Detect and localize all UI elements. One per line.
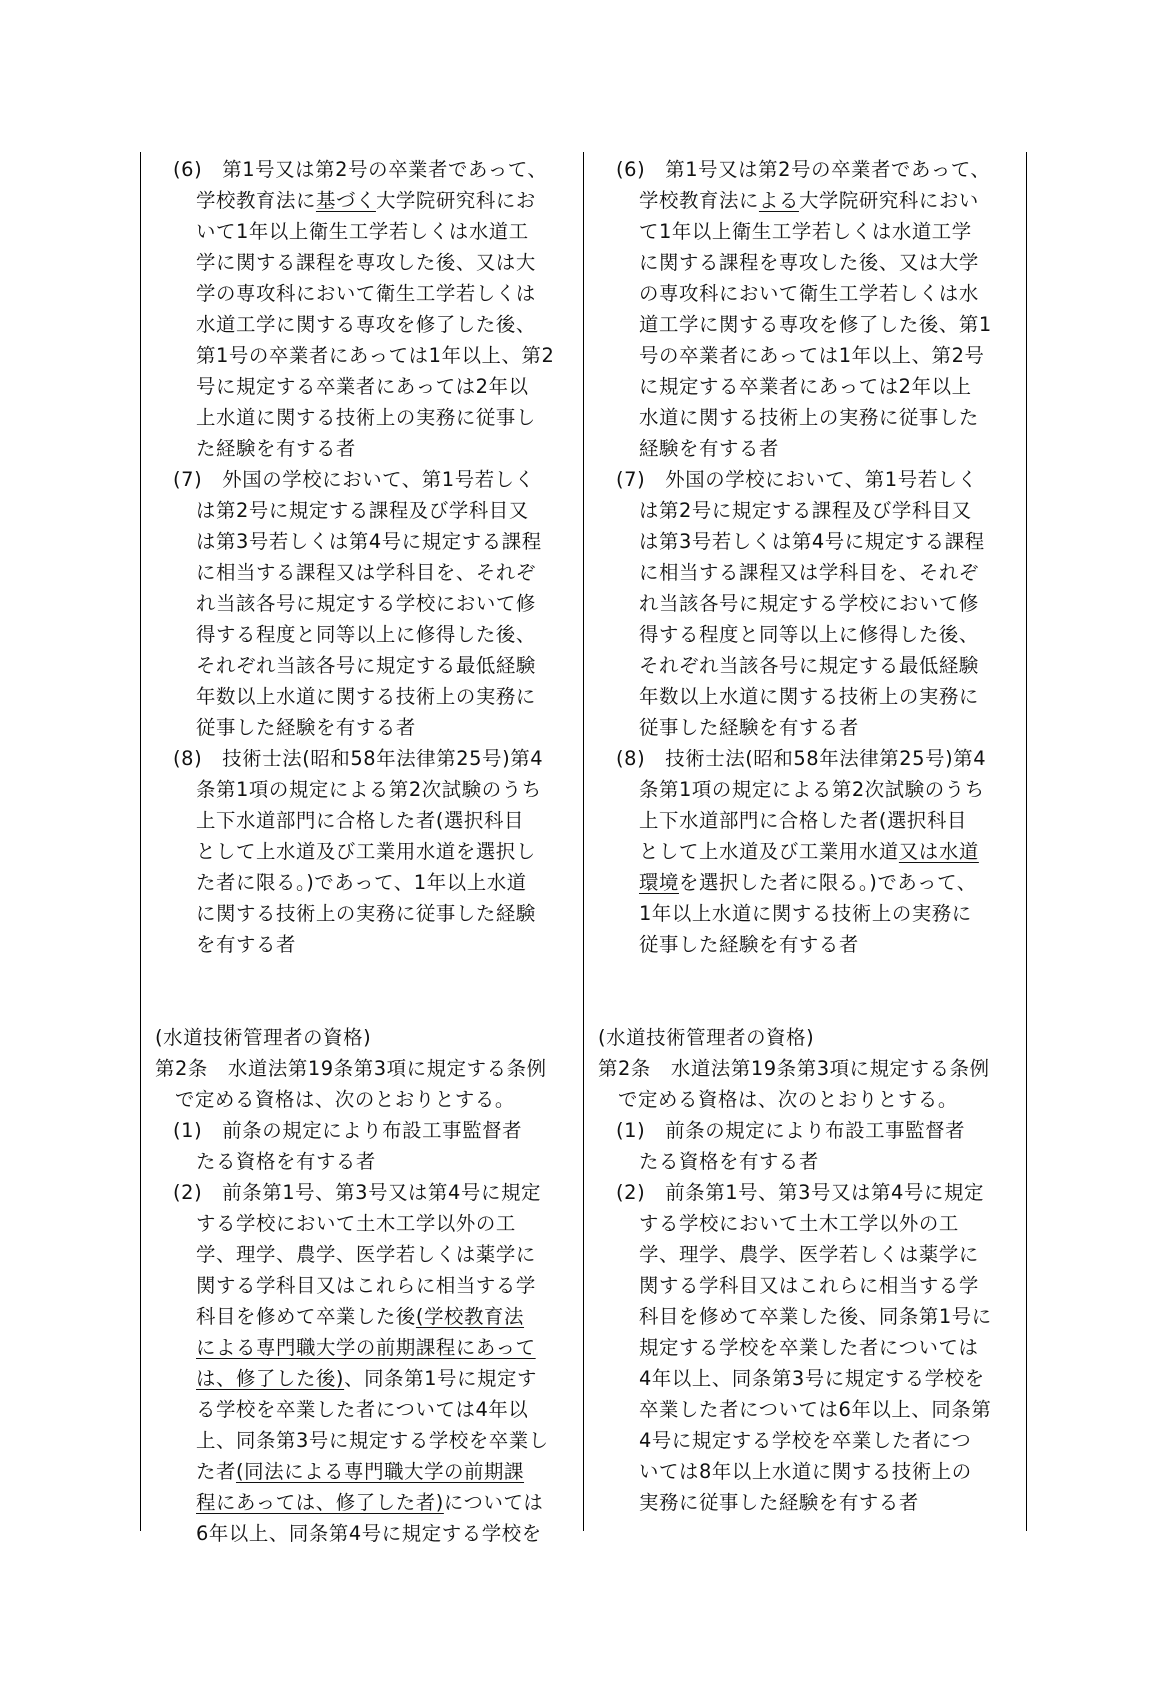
text-line: [639, 216, 972, 247]
text-segment: 、同条第1号に規定す: [344, 1367, 537, 1390]
text-line: [196, 340, 554, 371]
text-line: [196, 309, 536, 340]
text-segment: 水道に関する技術上の実務に従事した: [639, 406, 979, 429]
text-line: [639, 557, 979, 588]
text-line: [173, 154, 547, 185]
text-line: [616, 1115, 965, 1146]
amended-text-underlined: (学校教育法: [415, 1305, 525, 1328]
text-line: [639, 650, 979, 681]
text-segment: 第1号の卒業者にあっては1年以上、第2: [196, 344, 555, 367]
text-line: [155, 1053, 547, 1084]
text-line: [639, 619, 979, 650]
text-line: [639, 247, 979, 278]
text-segment: たる資格を有する者: [196, 1150, 376, 1173]
text-segment: に相当する課程又は学科目を、それぞ: [639, 561, 979, 584]
text-segment: 上水道に関する技術上の実務に従事し: [196, 406, 536, 429]
text-line: [616, 464, 978, 495]
text-segment: (6) 第1号又は第2号の卒業者であって、: [173, 158, 548, 181]
text-line: [639, 433, 779, 464]
text-line: [196, 1456, 524, 1487]
text-segment: で定める資格は、次のとおりとする。: [175, 1088, 515, 1111]
amended-text-underlined: よる: [758, 189, 799, 212]
text-line: [618, 1084, 958, 1115]
text-segment: 卒業した者については6年以上、同条第: [639, 1398, 992, 1421]
center-divider-line: [583, 152, 584, 1531]
text-line: [173, 1115, 522, 1146]
text-line: [196, 247, 536, 278]
text-segment: 学校教育法に: [196, 189, 316, 212]
text-line: [196, 216, 529, 247]
text-line: [196, 619, 536, 650]
text-segment: の専攻科において衛生工学若しくは水: [639, 282, 979, 305]
text-line: [639, 867, 977, 898]
text-segment: 規定する学校を卒業した者については: [639, 1336, 979, 1359]
text-line: [196, 1208, 516, 1239]
text-segment: (水道技術管理者の資格): [155, 1026, 372, 1049]
text-line: [196, 588, 536, 619]
text-segment: 第2条 水道法第19条第3項に規定する条例: [155, 1057, 547, 1080]
text-segment: 道工学に関する専攻を修了した後、第1: [639, 313, 992, 336]
text-segment: 大学院研究科におい: [798, 189, 979, 212]
text-line: [196, 929, 296, 960]
text-segment: 1年以上水道に関する技術上の実務に: [639, 902, 972, 925]
text-segment: 関する学科目又はこれらに相当する学: [196, 1274, 536, 1297]
text-segment: 年数以上水道に関する技術上の実務に: [639, 685, 979, 708]
text-segment: れ当該各号に規定する学校において修: [639, 592, 979, 615]
text-segment: 号に規定する卒業者にあっては2年以: [196, 375, 529, 398]
text-line: [639, 681, 979, 712]
text-line: [639, 278, 979, 309]
text-segment: (8) 技術士法(昭和58年法律第25号)第4: [173, 747, 544, 770]
text-segment: として上水道及び工業用水道を選択し: [196, 840, 536, 863]
text-line: [639, 1239, 979, 1270]
text-segment: 科目を修めて卒業した後、同条第1号に: [639, 1305, 992, 1328]
text-segment: た者: [196, 1460, 236, 1483]
text-segment: 年数以上水道に関する技術上の実務に: [196, 685, 536, 708]
amended-text-underlined: は、修了した後): [196, 1367, 345, 1390]
text-line: [639, 371, 972, 402]
text-line: [196, 867, 527, 898]
text-line: [196, 557, 536, 588]
text-line: [196, 278, 536, 309]
text-segment: それぞれ当該各号に規定する最低経験: [639, 654, 979, 677]
text-segment: (2) 前条第1号、第3号又は第4号に規定: [616, 1181, 984, 1204]
text-segment: に相当する課程又は学科目を、それぞ: [196, 561, 536, 584]
text-segment: いて1年以上衛生工学若しくは水道工: [196, 220, 529, 243]
text-line: [639, 1487, 919, 1518]
text-line: [196, 1518, 542, 1549]
text-segment: 第2条 水道法第19条第3項に規定する条例: [598, 1057, 990, 1080]
text-segment: に関する技術上の実務に従事した経験: [196, 902, 536, 925]
text-line: [196, 1239, 536, 1270]
text-segment: 水道工学に関する専攻を修了した後、: [196, 313, 536, 336]
text-segment: たる資格を有する者: [639, 1150, 819, 1173]
text-line: [639, 805, 967, 836]
text-segment: 従事した経験を有する者: [196, 716, 416, 739]
amended-text-underlined: 基づく: [315, 189, 376, 212]
text-line: [639, 1425, 971, 1456]
text-segment: (7) 外国の学校において、第1号若しく: [173, 468, 535, 491]
text-segment: 学に関する課程を専攻した後、又は大: [196, 251, 536, 274]
text-segment: た者に限る。)であって、1年以上水道: [196, 871, 527, 894]
text-segment: で定める資格は、次のとおりとする。: [618, 1088, 958, 1111]
text-segment: 学、理学、農学、医学若しくは薬学に: [639, 1243, 979, 1266]
amended-text-underlined: 又は水道: [898, 840, 979, 863]
text-line: [173, 743, 543, 774]
text-segment: 条第1項の規定による第2次試験のうち: [639, 778, 985, 801]
text-segment: それぞれ当該各号に規定する最低経験: [196, 654, 536, 677]
text-line: [196, 1394, 528, 1425]
text-segment: は第3号若しくは第4号に規定する課程: [639, 530, 985, 553]
text-segment: する学校において土木工学以外の工: [639, 1212, 959, 1235]
text-segment: 関する学科目又はこれらに相当する学: [639, 1274, 979, 1297]
text-line: [196, 650, 536, 681]
text-segment: 実務に従事した経験を有する者: [639, 1491, 919, 1514]
text-segment: た経験を有する者: [196, 437, 356, 460]
text-line: [639, 1363, 985, 1394]
text-segment: を選択した者に限る。)であって、: [678, 871, 977, 894]
text-segment: 学校教育法に: [639, 189, 759, 212]
text-line: [196, 1363, 537, 1394]
text-segment: (2) 前条第1号、第3号又は第4号に規定: [173, 1181, 541, 1204]
text-line: [639, 588, 979, 619]
text-segment: (1) 前条の規定により布設工事監督者: [173, 1119, 523, 1142]
text-segment: 得する程度と同等以上に修得した後、: [196, 623, 536, 646]
text-line: [173, 464, 535, 495]
text-segment: (6) 第1号又は第2号の卒業者であって、: [616, 158, 991, 181]
text-line: [639, 1146, 819, 1177]
text-segment: れ当該各号に規定する学校において修: [196, 592, 536, 615]
text-segment: て1年以上衛生工学若しくは水道工学: [639, 220, 972, 243]
text-line: [598, 1022, 814, 1053]
text-line: [196, 185, 536, 216]
text-segment: る学校を卒業した者については4年以: [196, 1398, 529, 1421]
text-segment: 学の専攻科において衛生工学若しくは: [196, 282, 536, 305]
text-line: [639, 1456, 972, 1487]
text-line: [598, 1053, 990, 1084]
text-line: [196, 433, 356, 464]
text-segment: については: [443, 1491, 544, 1514]
text-segment: に規定する卒業者にあっては2年以上: [639, 375, 972, 398]
text-segment: 号の卒業者にあっては1年以上、第2号: [639, 344, 985, 367]
text-segment: 上下水道部門に合格した者(選択科目: [196, 809, 525, 832]
text-line: [639, 1332, 978, 1363]
text-line: [639, 309, 992, 340]
text-segment: (水道技術管理者の資格): [598, 1026, 815, 1049]
text-line: [196, 1146, 376, 1177]
text-segment: (1) 前条の規定により布設工事監督者: [616, 1119, 966, 1142]
text-segment: (8) 技術士法(昭和58年法律第25号)第4: [616, 747, 987, 770]
text-line: [196, 836, 536, 867]
text-line: [196, 1332, 536, 1363]
text-line: [616, 743, 986, 774]
left-border-line: [140, 152, 141, 1531]
text-line: [196, 371, 529, 402]
text-line: [155, 1022, 371, 1053]
text-line: [639, 1301, 992, 1332]
right-border-line: [1026, 152, 1027, 1531]
amended-text-underlined: による専門職大学の前期課程にあって: [196, 1336, 536, 1359]
text-line: [196, 712, 416, 743]
text-line: [196, 402, 536, 433]
text-segment: 得する程度と同等以上に修得した後、: [639, 623, 979, 646]
text-line: [639, 495, 972, 526]
text-segment: は第2号に規定する課程及び学科目又: [639, 499, 972, 522]
text-line: [196, 774, 542, 805]
text-segment: として上水道及び工業用水道: [639, 840, 899, 863]
amended-text-underlined: 程にあっては、修了した者): [196, 1491, 444, 1514]
text-segment: 大学院研究科にお: [375, 189, 536, 212]
text-segment: は第2号に規定する課程及び学科目又: [196, 499, 529, 522]
text-line: [639, 185, 979, 216]
text-line: [173, 1177, 541, 1208]
text-line: [196, 681, 536, 712]
text-line: [196, 805, 524, 836]
amended-text-underlined: (同法による専門職大学の前期課: [235, 1460, 525, 1483]
text-line: [639, 712, 859, 743]
text-line: [639, 929, 859, 960]
text-segment: 上下水道部門に合格した者(選択科目: [639, 809, 968, 832]
text-segment: 従事した経験を有する者: [639, 716, 859, 739]
text-line: [196, 1487, 543, 1518]
text-segment: 学、理学、農学、医学若しくは薬学に: [196, 1243, 536, 1266]
text-segment: 4号に規定する学校を卒業した者につ: [639, 1429, 972, 1452]
text-segment: に関する課程を専攻した後、又は大学: [639, 251, 979, 274]
text-segment: (7) 外国の学校において、第1号若しく: [616, 468, 978, 491]
text-line: [639, 836, 979, 867]
text-line: [639, 402, 979, 433]
amended-text-underlined: 環境: [639, 871, 679, 894]
text-segment: を有する者: [196, 933, 296, 956]
text-line: [616, 154, 990, 185]
text-segment: 6年以上、同条第4号に規定する学校を: [196, 1522, 542, 1545]
text-line: [196, 1425, 549, 1456]
text-line: [639, 898, 972, 929]
text-segment: 科目を修めて卒業した後: [196, 1305, 416, 1328]
text-line: [616, 1177, 984, 1208]
text-line: [639, 1394, 991, 1425]
text-line: [196, 898, 536, 929]
text-segment: 条第1項の規定による第2次試験のうち: [196, 778, 542, 801]
text-segment: は第3号若しくは第4号に規定する課程: [196, 530, 542, 553]
text-line: [639, 1270, 979, 1301]
text-line: [196, 1270, 536, 1301]
text-segment: する学校において土木工学以外の工: [196, 1212, 516, 1235]
text-segment: 経験を有する者: [639, 437, 779, 460]
text-line: [196, 526, 542, 557]
text-line: [639, 340, 985, 371]
text-line: [639, 774, 985, 805]
text-line: [639, 526, 985, 557]
text-line: [196, 495, 529, 526]
text-line: [639, 1208, 959, 1239]
text-segment: いては8年以上水道に関する技術上の: [639, 1460, 972, 1483]
text-segment: 上、同条第3号に規定する学校を卒業し: [196, 1429, 549, 1452]
text-segment: 4年以上、同条第3号に規定する学校を: [639, 1367, 985, 1390]
text-segment: 従事した経験を有する者: [639, 933, 859, 956]
text-line: [196, 1301, 524, 1332]
text-line: [175, 1084, 515, 1115]
